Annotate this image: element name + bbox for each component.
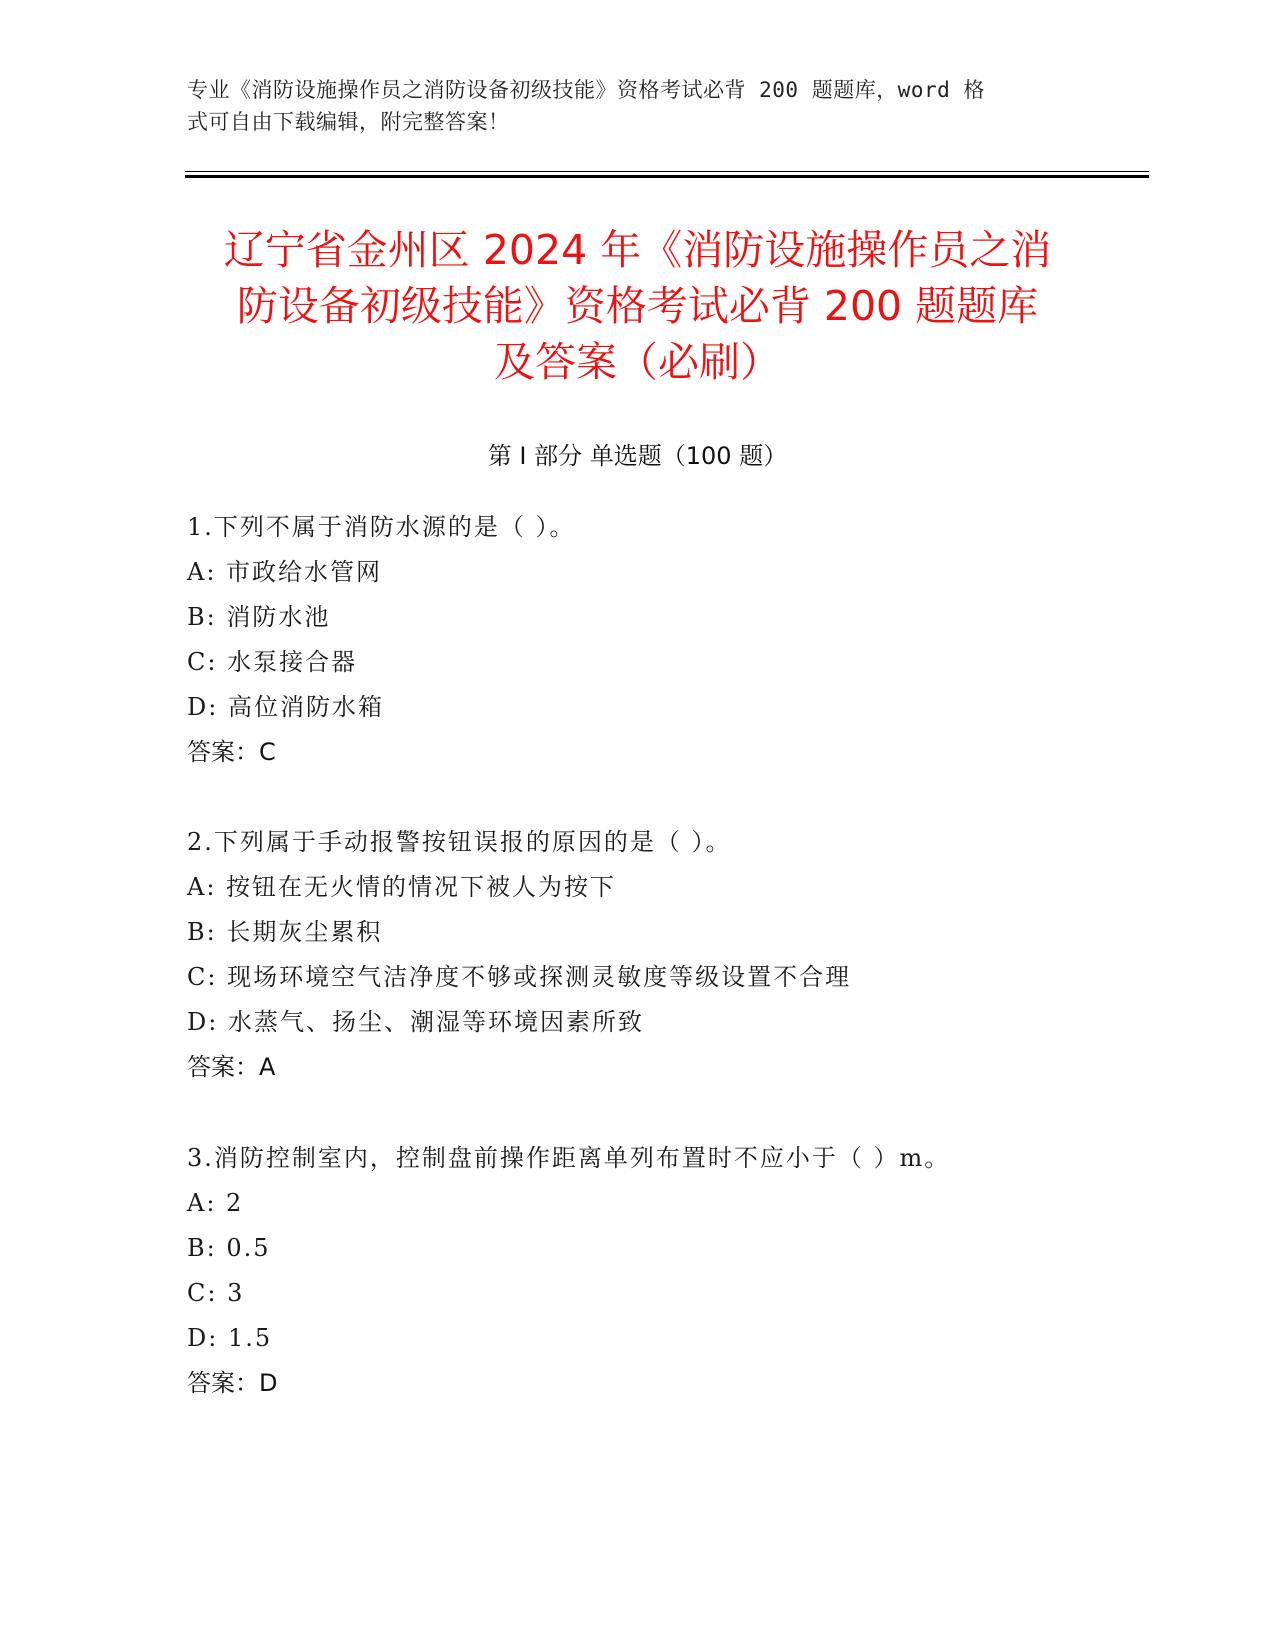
- option-b: B: 消防水池: [187, 603, 331, 631]
- option-d: D: 水蒸气、扬尘、潮湿等环境因素所致: [187, 1008, 644, 1036]
- header-divider-thick: [185, 175, 1149, 178]
- question-stem: 3.消防控制室内，控制盘前操作距离单列布置时不应小于（ ）m。: [187, 1144, 951, 1172]
- question-2: [187, 820, 1147, 1090]
- question-stem: 1.下列不属于消防水源的是（ ）。: [187, 513, 576, 541]
- question-stem: 2.下列属于手动报警按钮误报的原因的是（ ）。: [187, 828, 732, 856]
- question-3: [187, 1136, 1147, 1406]
- option-d: D: 1.5: [187, 1324, 273, 1352]
- option-b: B: 0.5: [187, 1234, 271, 1262]
- answer: 答案：A: [187, 1053, 276, 1081]
- option-c: C: 现场环境空气洁净度不够或探测灵敏度等级设置不合理: [187, 963, 852, 991]
- header-divider-thin: [185, 171, 1149, 172]
- option-b: B: 长期灰尘累积: [187, 918, 383, 946]
- document-title-line-3: 及答案（必刷）: [494, 338, 781, 386]
- answer: 答案：D: [187, 1369, 278, 1397]
- document-title-line-2: 防设备初级技能》资格考试必背 200 题题库: [236, 282, 1039, 330]
- option-a: A: 市政给水管网: [187, 558, 383, 586]
- section-title: 第 I 部分 单选题（100 题）: [487, 442, 788, 470]
- header-note-line-2: 式可自由下载编辑，附完整答案！: [187, 110, 510, 134]
- header-note: [187, 74, 1067, 138]
- document-title-line-1: 辽宁省金州区 2024 年《消防设施操作员之消: [223, 226, 1052, 274]
- option-d: D: 高位消防水箱: [187, 693, 384, 721]
- question-1: [187, 505, 1147, 775]
- document-title: [150, 222, 1125, 390]
- option-a: A: 按钮在无火情的情况下被人为按下: [187, 873, 617, 901]
- option-c: C: 3: [187, 1279, 245, 1307]
- option-a: A: 2: [187, 1189, 244, 1217]
- answer: 答案：C: [187, 738, 276, 766]
- option-c: C: 水泵接合器: [187, 648, 358, 676]
- header-note-line-1: 专业《消防设施操作员之消防设备初级技能》资格考试必背 200 题题库，word 格: [187, 78, 985, 102]
